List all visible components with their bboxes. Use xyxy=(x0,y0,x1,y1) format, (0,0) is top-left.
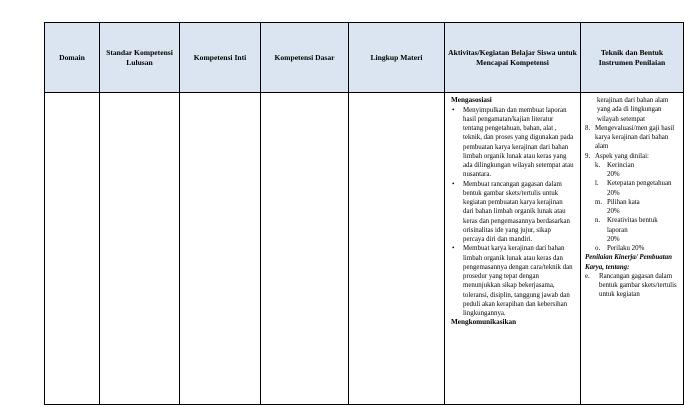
bullet-icon: • xyxy=(452,105,455,114)
content-row xyxy=(45,93,684,405)
header-teknik: Teknik dan Bentuk Instrumen Penilaian xyxy=(581,23,684,93)
teknik-item-8: 8. Mengevaluasi/men gaji hasil karya kerajinan dari bahan alam xyxy=(585,124,675,151)
cell-aktivitas xyxy=(445,93,581,405)
aspek-k-value: 20% xyxy=(607,171,620,178)
header-kompetensi-inti: Kompetensi Inti xyxy=(180,23,261,93)
bullet-icon: • xyxy=(452,244,455,253)
cell-kompetensi-dasar xyxy=(261,93,349,405)
aspek-m: m. Pilihan kata xyxy=(595,198,640,206)
header-row xyxy=(45,23,684,93)
cell-teknik xyxy=(581,93,684,405)
aspek-l-value: 20% xyxy=(607,189,620,197)
rpp-table xyxy=(44,22,684,405)
section-mengasosiasi: Mengasosiasi xyxy=(451,96,492,104)
penilaian-item-e: e. Rancangan gagasan dalam bentuk gambar skets/tertulis untuk kegiatan xyxy=(585,272,677,299)
aspek-n-value: 20% xyxy=(607,235,620,243)
aspek-o: o. Perilaku 20% xyxy=(595,245,645,252)
header-kompetensi-dasar: Kompetensi Dasar xyxy=(261,23,349,93)
aspek-n: n. Kreativitas bentuk laporan xyxy=(595,217,658,234)
penilaian-kinerja-heading: Penilaian Kinerja/ Pembuatan Karya, tentang: xyxy=(585,254,672,271)
aktivitas-list xyxy=(451,106,574,319)
teknik-item-9: 9. Aspek yang dinilai: xyxy=(585,152,649,160)
list-item: • Membuat karya kerajinan dari bahan limbah organik lunak atau keras dan pengemasannya dengan cara/teknik dan prosedur yang tepat dengan menunjukkan sikap bekerjasama, toleransi, disiplin, tanggung jawab dan peduli akan kerapihan dan kebersihan lingkungannya. xyxy=(452,244,573,318)
header-standar: Standar Kompetensi Lulusan xyxy=(100,23,180,93)
header-domain: Domain xyxy=(45,23,100,93)
cell-lingkup-materi xyxy=(349,93,445,405)
aspek-k: k. Kerincian xyxy=(595,161,635,169)
header-aktivitas: Aktivitas/Kegiatan Belajar Siswa untuk Mencapai Kompetensi xyxy=(445,23,581,93)
cell-domain xyxy=(45,93,100,405)
aspek-l: l. Ketepatan pengetahuan xyxy=(595,180,672,188)
bullet-icon: • xyxy=(452,179,455,188)
list-item: • Menyimpulkan dan membuat laporan hasil pengamatan/kajian literatur tentang pengetahuan, bahan, alat , teknik, dan proses yang digunakan pada pembuatan karya kerajinan dari bahan limbah organik lunak atau keras yang ada dilingkungan wilayah setempat atau nusantara. xyxy=(452,105,574,179)
header-lingkup-materi: Lingkup Materi xyxy=(349,23,445,93)
cell-standar xyxy=(100,93,180,405)
section-mengkomunikasikan: Mengkomunikasikan xyxy=(451,318,517,327)
teknik-continuation: kerajinan dari bahan alam yang ada di lingkungan wilayah setempat xyxy=(597,97,669,123)
list-item: • Membuat rancangan gagasan dalam bentuk gambar skets/tertulis untuk kegiatan pembuatan karya kerajinan dari bahan limbah organik lunak atau keras dan pengemasannya berdasarkan orisinalitas ide yang jujur, sikap percaya diri dan mandiri. xyxy=(452,179,570,244)
cell-kompetensi-inti xyxy=(180,93,261,405)
aspek-m-value: 20% xyxy=(607,208,620,215)
